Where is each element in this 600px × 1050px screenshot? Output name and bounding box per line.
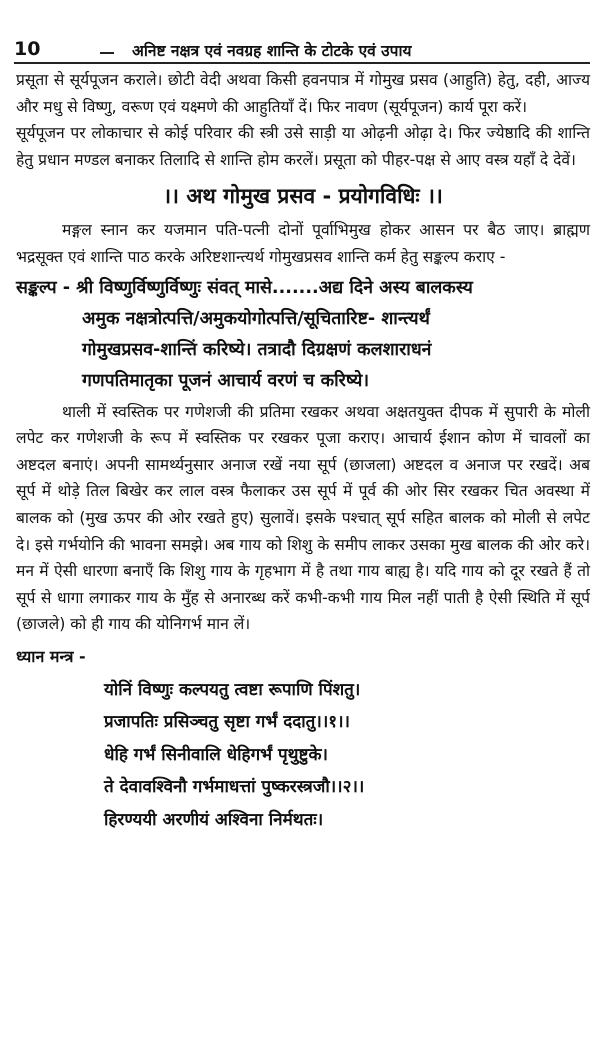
paragraph-main: थाली में स्वस्तिक पर गणेशजी की प्रतिमा रखकर अथवा अक्षतयुक्त दीपक में सुपारी के मोली लपेट कर गणेशजी के रूप में स्वस्तिक पर रखकर पूजा कराए। आचार्य ईशान कोण में चावलों का अष्टदल बनाएं। अपनी सामर्थ्यनुसार अनाज रखें नया सूर्प (छाजला) अष्टदल व अनाज पर रखदें। अब सूर्प में थोड़े तिल बिखेर कर लाल वस्त्र फैलाकर उस सूर्प में पूर्व की ओर सिर रखकर चित अवस्था में बालक को (मुख ऊपर की ओर रखते हुए) सुलावें। इसके पश्चात् सूर्प सहित बालक को मोली से लपेट दे। इसे गर्भयोनि की भावना समझे। अब गाय को शिशु के समीप लाकर उसका मुख बालक की ओर करे। मन में ऐसी धारणा बनाएँ कि शिशु गाय के गृहभाग में है तथा गाय बाह्य है। यदि गाय को दूर रखते हैं तो सूर्प से धागा लगाकर गाय के मुँह से अनारब्ध करें कभी-कभी गाय मिल नहीं पाती है ऐसी स्थिति में सूर्प (छाजले) को ही गाय की योनिगर्भ मान लें। [16, 402, 591, 634]
sankalp-line-1 [16, 273, 590, 304]
sankalp-line-2: अमुक नक्षत्रोत्पत्ति/अमुकयोगोत्पत्ति/सूचितारिष्ट- शान्त्यर्थं [82, 308, 430, 329]
sankalp-label: सङ्कल्प - [16, 277, 70, 298]
mantra-line-5: हिरण्ययी अरणीयं अश्विना निर्मथतः। [104, 809, 324, 830]
paragraph-2: सूर्यपूजन पर लोकाचार से कोई परिवार की स्त्री उसे साड़ी या ओढ़नी ओढ़ा दे। फिर ज्येष्ठादि की शान्ति हेतु प्रधान मण्डल बनाकर तिलादि से शान्ति होम करलें। प्रसूता को पीहर-पक्ष से आए वस्त्र यहाँ दे देवें। [16, 124, 590, 169]
page-number: 10 [14, 38, 41, 60]
header-dash [100, 52, 114, 54]
page-header [14, 36, 590, 64]
section-heading: ।। अथ गोमुख प्रसव - प्रयोगविधिः ।। [163, 184, 443, 209]
page-body [16, 67, 590, 836]
mantra-line-3: धेहि गर्भं सिनीवालि धेहिगर्भं पृथुष्टुके। [104, 744, 328, 765]
dhyana-mantra-label: ध्यान मन्त्र - [16, 646, 86, 666]
mantra-line-1: योनिं विष्णुः कल्पयतु त्वष्टा रूपाणि पिंशतु। [104, 679, 361, 700]
paragraph-1: प्रसूता से सूर्यपूजन कराले। छोटी वेदी अथवा किसी हवनपात्र में गोमुख प्रसव (आहुति) हेतु, दही, आज्य और मधु से विष्णु, वरूण एवं यक्ष्मणे की आहुतियाँ दें। फिर नावण (सूर्यपूजन) कार्य पूरा करें। [16, 71, 590, 116]
sankalp-line-3: गोमुखप्रसव-शान्तिं करिष्ये। तत्रादौ दिग्रक्षणं कलशाराधनं [82, 339, 432, 360]
sankalp-block [16, 273, 590, 397]
running-title: अनिष्ट नक्षत्र एवं नवग्रह शान्ति के टोटके एवं उपाय [132, 42, 412, 60]
mantra-line-2: प्रजापतिः प्रसिञ्चतु सृष्टा गर्भं ददातु।।१।। [104, 712, 350, 733]
sankalp-text-1: श्री विष्णुर्विष्णुर्विष्णुः संवत् मासे.......अद्य दिने अस्य बालकस्य [76, 277, 473, 298]
mantra-block [16, 674, 590, 837]
header-rule [14, 62, 590, 64]
sankalp-line-4: गणपतिमातृका पूजनं आचार्य वरणं च करिष्ये। [82, 370, 369, 391]
mantra-line-4: ते देवावश्विनौ गर्भमाधत्तां पुष्करस्त्रजौ।।२।। [104, 777, 365, 798]
paragraph-intro: मङ्गल स्नान कर यजमान पति-पत्नी दोनों पूर्वाभिमुख होकर आसन पर बैठ जाए। ब्राह्मण भद्रसूक्त एवं शान्ति पाठ करके अरिष्टशान्त्यर्थ गोमुखप्रसव शान्ति कर्म हेतु सङ्कल्प कराए - [16, 221, 590, 266]
